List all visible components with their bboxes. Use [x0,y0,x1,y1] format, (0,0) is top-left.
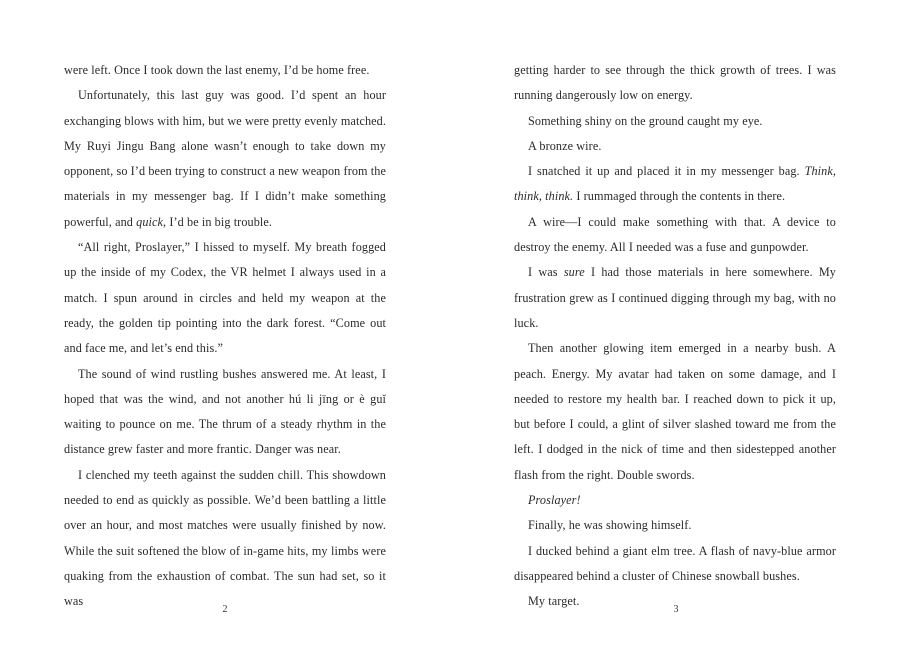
right-page-number: 3 [673,604,679,615]
text-run: , I’d be in big trouble. [163,214,273,229]
text-run: were left. Once I took down the last enemy, I’d be home free. [64,63,370,77]
paragraph [514,260,836,336]
text-run: Unfortunately, this last guy was good. I’d spent an hour exchanging blows with him, but we were pretty evenly matched. My Ruyi Jingu Bang alone wasn’t enough to take down my opponent, so I’d been trying to construct a new weapon from the materials in my messenger bag. If I didn’t make something powerful, and [64,88,386,229]
text-run: Finally, he was showing himself. [528,518,692,533]
text-run: I was [528,265,564,280]
text-run: The sound of wind rustling bushes answered me. At least, I hoped that was the wind, and not another hú li jīng or è guǐ waiting to pounce on me. The thrum of a steady rhythm in the distance grew faster and more frantic. Danger was near. [64,366,386,457]
text-run: I had those materials in here somewhere. My frustration grew as I continued digging through my bag, with no luck. [514,265,836,330]
left-page [64,58,386,615]
paragraph [514,539,836,590]
text-run: I rummaged through the contents in there. [573,189,786,204]
left-page-number: 2 [222,604,228,615]
paragraph [64,58,386,83]
text-run: I ducked behind a giant elm tree. A flash of navy-blue armor disappeared behind a cluster of Chinese snowball bushes. [514,543,836,583]
text-run: My target. [528,594,580,609]
text-run: I clenched my teeth against the sudden chill. This showdown needed to end as quickly as possible. We’d been battling a little over an hour, and most matches were usually finished by now. While the suit softened the blow of in-game hits, my limbs were quaking from the exhaustion of combat. The sun had set, so it was [64,467,386,609]
text-run: Then another glowing item emerged in a nearby bush. A peach. Energy. My avatar had taken on some damage, and I needed to restore my health bar. I reached down to pick it up, but before I could, a glint of silver slashed toward me from the left. I dodged in the nick of time and then sidestepped another flash from the right. Double swords. [514,341,836,482]
paragraph [514,336,836,488]
paragraph [64,362,386,463]
paragraph [514,488,836,513]
italic-text: sure [563,265,585,280]
paragraph [514,134,836,159]
paragraph [514,159,836,210]
right-page [514,58,836,615]
paragraph [64,463,386,615]
paragraph [514,58,836,109]
text-run: getting harder to see through the thick growth of trees. I was running dangerously low on energy. [514,63,836,103]
text-run: A wire—I could make something with that. A device to destroy the enemy. All I needed was a fuse and gunpowder. [514,214,836,255]
paragraph [514,210,836,261]
text-run: I snatched it up and placed it in my messenger bag. [528,164,805,179]
paragraph [64,235,386,361]
paragraph [514,109,836,134]
paragraph [64,83,386,235]
italic-text: Proslayer! [528,493,581,508]
paragraph [514,513,836,538]
italic-text: quick [136,214,164,229]
italic-text: Think, think, think. [514,164,836,204]
text-run: A bronze wire. [528,138,602,153]
text-run: “All right, Proslayer,” I hissed to myself. My breath fogged up the inside of my Codex, the VR helmet I always used in a match. I spun around in circles and held my weapon at the ready, the golden tip pointing into the dark forest. “Come out and face me, and let’s end this.” [64,240,386,356]
text-run: Something shiny on the ground caught my eye. [528,113,763,128]
